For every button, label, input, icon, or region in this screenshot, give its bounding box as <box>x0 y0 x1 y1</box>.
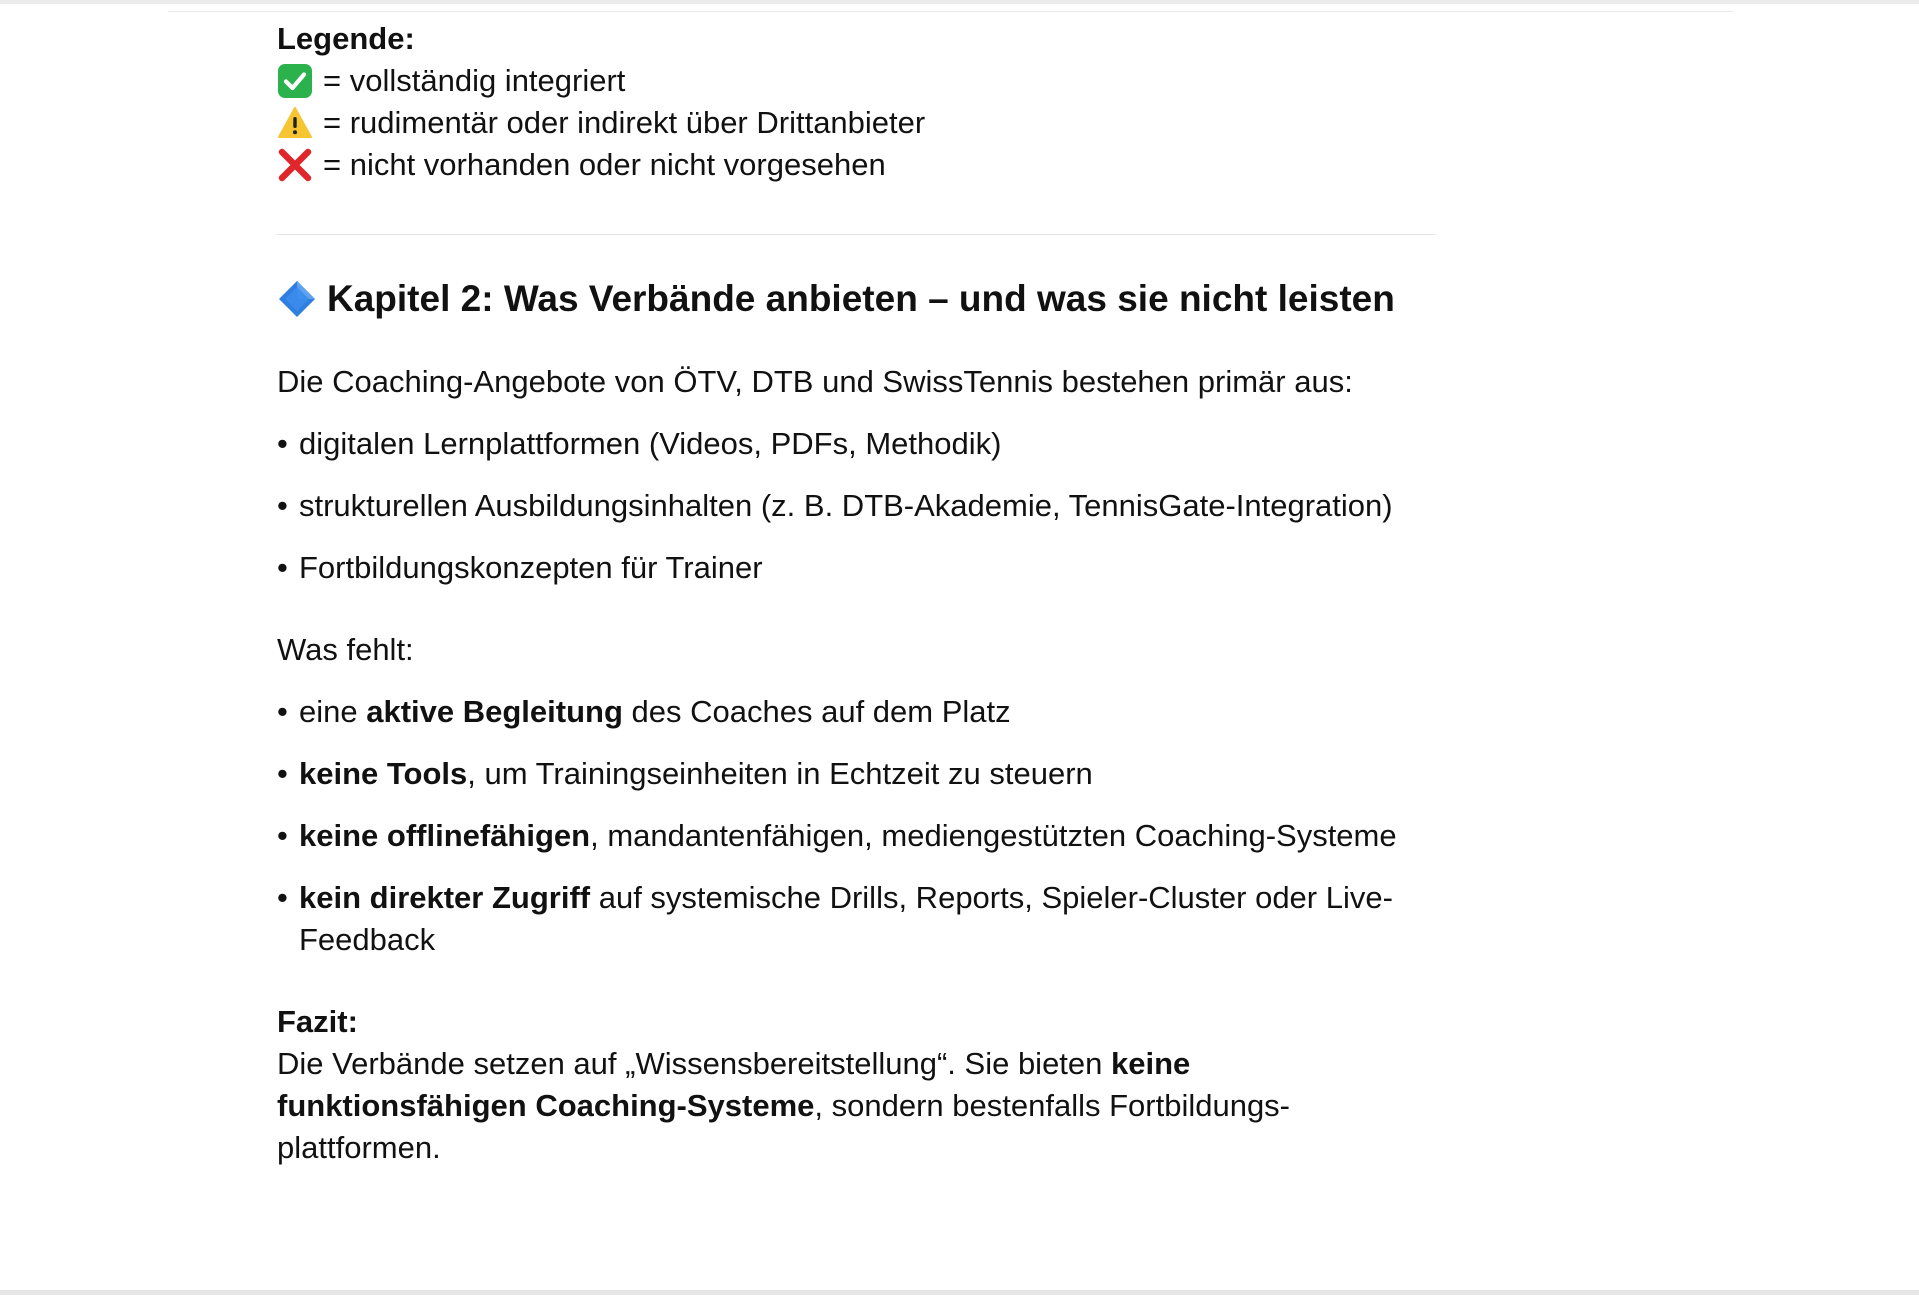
warning-icon <box>277 105 313 141</box>
list-item: • kein direkter Zugriff auf systemische Drills, Reports, Spieler-Cluster oder Live-Feedback <box>277 877 1457 961</box>
missing-list <box>277 691 1457 961</box>
fazit-text: Die Verbände setzen auf „Wissensbereitstellung“. Sie bieten keine funktionsfähigen Coaching-Systeme, sondern bestenfalls Fortbildungs-plattformen. <box>277 1046 1291 1165</box>
list-item: • strukturellen Ausbildungsinhalten (z. B. DTB-Akademie, TennisGate-Integration) <box>277 485 1457 527</box>
legend-item-integrated <box>277 60 1457 102</box>
missing-title: Was fehlt: <box>277 632 414 667</box>
fazit-title: Fazit: <box>277 1004 358 1039</box>
legend-item-rudimentary <box>277 102 1457 144</box>
legend-text-integrated: = vollständig integriert <box>323 63 626 98</box>
section-divider <box>277 234 1435 235</box>
list-item: • eine aktive Begleitung des Coaches auf dem Platz <box>277 691 1457 733</box>
chapter-title: Kapitel 2: Was Verbände anbieten – und was sie nicht leisten <box>327 278 1395 319</box>
check-icon <box>277 63 313 99</box>
list-item: • keine offlinefähigen, mandantenfähigen, mediengestützten Coaching-Systeme <box>277 815 1457 857</box>
chapter-heading <box>277 275 1457 323</box>
list-item: • Fortbildungskonzepten für Trainer <box>277 547 1457 589</box>
legend-item-missing <box>277 144 1457 186</box>
legend-text-rudimentary: = rudimentär oder indirekt über Drittanbieter <box>323 105 926 140</box>
document-content <box>277 18 1457 1169</box>
bottom-strip <box>0 1290 1919 1295</box>
list-item: • digitalen Lernplattformen (Videos, PDFs, Methodik) <box>277 423 1457 465</box>
offers-list <box>277 423 1457 589</box>
top-divider <box>168 11 1733 12</box>
legend-text-missing: = nicht vorhanden oder nicht vorgesehen <box>323 147 886 182</box>
top-strip <box>0 0 1919 4</box>
chapter-intro: Die Coaching-Angebote von ÖTV, DTB und SwissTennis bestehen primär aus: <box>277 364 1353 399</box>
blue-diamond-icon <box>277 279 317 319</box>
list-item: • keine Tools, um Trainingseinheiten in Echtzeit zu steuern <box>277 753 1457 795</box>
legend-title: Legende: <box>277 21 415 56</box>
cross-icon <box>277 147 313 183</box>
